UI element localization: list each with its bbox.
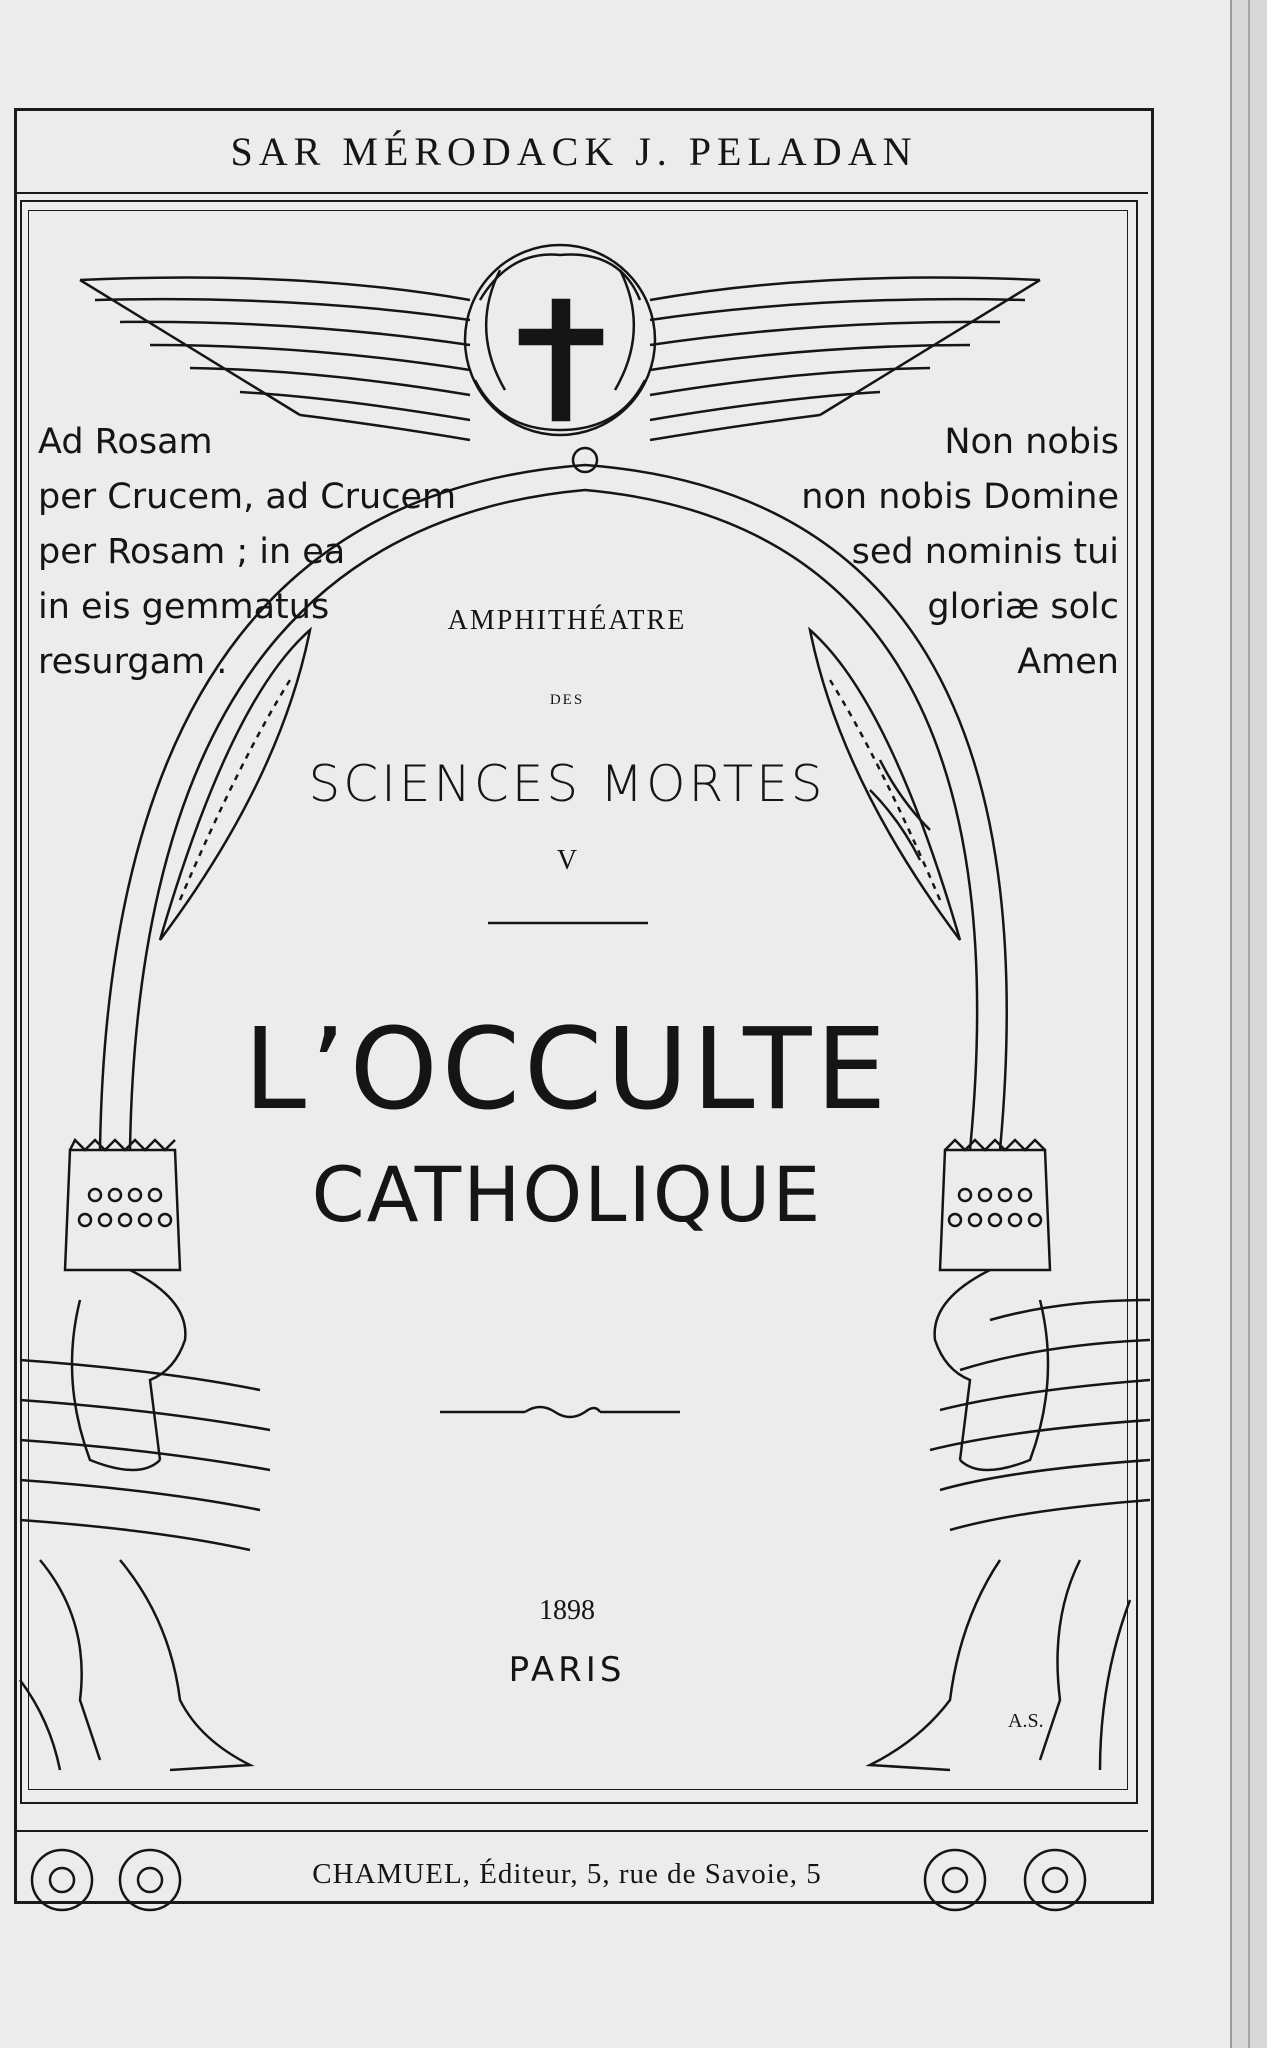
artist-signature: A.S. [1008, 1710, 1044, 1732]
motto-right-line: Non nobis [944, 422, 1119, 462]
publication-year: 1898 [539, 1595, 595, 1626]
motto-right-line: non nobis Domine [801, 477, 1119, 517]
motto-left-line: in eis gemmatus [38, 587, 330, 627]
author-name: SAR MÉRODACK J. PELADAN [230, 129, 918, 174]
motto-left-line: per Rosam ; in ea [38, 532, 346, 572]
ornament-divider [440, 1407, 680, 1417]
series-connector: DES [549, 692, 585, 708]
motto-left-line: Ad Rosam [38, 422, 213, 462]
series-prefix: AMPHITHÉATRE [447, 605, 687, 636]
series-name: SCIENCES MORTES [308, 755, 826, 813]
publisher-line: CHAMUEL, Éditeur, 5, rue de Savoie, 5 [312, 1858, 822, 1890]
motto-right-line: sed nominis tui [851, 532, 1119, 572]
motto-left [38, 415, 456, 690]
title-line-1: L’OCCULTE [243, 1005, 891, 1135]
motto-left-line: resurgam . [38, 642, 228, 682]
motto-right [801, 415, 1119, 690]
page-edge-line [1248, 0, 1250, 2048]
title-line-2: CATHOLIQUE [311, 1150, 823, 1239]
motto-right-line: gloriæ solc [927, 587, 1119, 627]
motto-right-line: Amen [1017, 642, 1119, 682]
motto-left-line: per Crucem, ad Crucem [38, 477, 457, 517]
publication-city: PARIS [508, 1650, 626, 1690]
volume-number: V [556, 845, 578, 876]
